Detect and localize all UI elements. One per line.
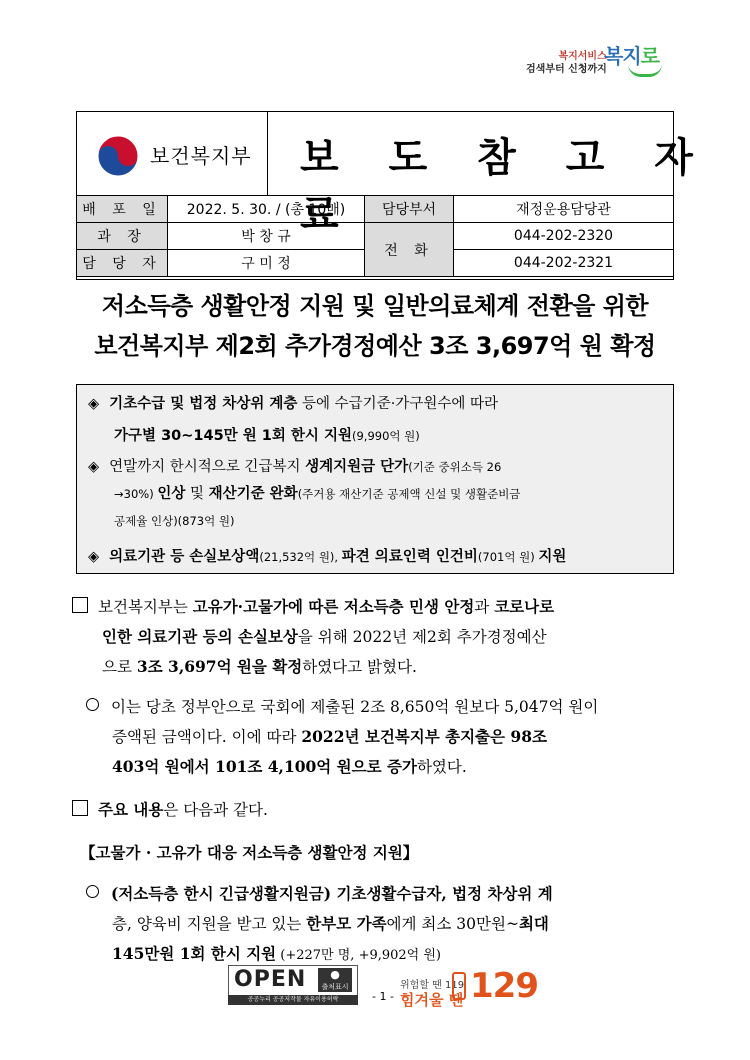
circle-bullet-icon [86,885,99,898]
summary-2-i: 공제율 인상)(873억 원) [114,514,235,528]
kogl-badge-text: 출처표시 [321,983,349,991]
bokjiro-logo-a: 복지 [604,44,641,68]
p4-text: 층, 양육비 지원을 받고 있는 [112,915,307,933]
summary-1-b: 등에 수급기준·가구원수에 따라 [297,396,498,412]
kogl-attribution-badge [318,968,352,992]
p2-text: 증액된 금액이다. 이에 따라 [112,728,302,746]
hotline-119-text: 위험할 땐 119 [400,980,465,991]
paragraph-4 [86,879,680,971]
summary-3-c: 파견 의료인력 인건비 [341,549,478,565]
p1-text: 을 위해 2022년 제2회 추가경정예산 [297,628,547,646]
p1-text: 하였다고 밝혔다. [302,658,417,676]
p1-bold: 고유가·고물가에 따른 저소득층 민생 안정 [192,597,475,616]
officer-value: 구 미 정 [168,250,365,277]
bokjiro-logo-b: 로 [640,44,659,68]
paragraph-1 [72,592,680,682]
brand-tagline-line1: 복지서비스 [558,51,607,62]
diamond-bullet-icon: ◈ [88,396,100,412]
brand-tagline [526,50,607,76]
summary-2-e: 인상 [157,486,186,502]
square-bullet-icon [72,597,88,613]
p1-text: 과 [474,598,495,616]
summary-2-b: 생계지원금 단가 [305,459,409,475]
diamond-bullet-icon: ◈ [88,459,100,475]
doc-type-title: 보 도 참 고 자 료 [300,134,711,238]
ministry-name: 보건복지부 [150,144,252,168]
summary-1-c: 가구별 30∼145만 원 1회 한시 지원 [114,428,352,444]
p4-bold: 145만원 1회 한시 지원 [112,944,277,963]
hotline-129-number: 129 [470,966,538,1006]
summary-1-d: (9,990억 원) [352,429,420,443]
summary-2-f: 및 [185,486,209,502]
chief-value: 박 창 규 [168,223,365,250]
kogl-license-bar: 공공누리 공공저작물 자유이용허락 [228,995,358,1005]
summary-3-b: (21,532억 원), [259,550,342,564]
summary-item-3 [88,546,668,569]
dept-value: 재정운용담당관 [454,196,674,223]
chief-label: 과 장 [77,223,168,250]
p1-text: 으로 [102,658,137,676]
hotline-129-text: 힘겨울 땐 [400,991,464,1009]
p3-bold: 주요 내용 [98,800,164,819]
phone-icon [452,972,466,1000]
summary-3-d: (701억 원) [477,550,539,564]
headline-line1: 저소득층 생활안정 지원 및 일반의료체계 전환을 위한 [101,292,649,320]
p2-bold: 403억 원에서 101조 4,100억 원으로 증가 [112,757,417,776]
info-table [76,195,674,277]
person-icon: ● [330,968,340,981]
phone2-value: 044-202-2321 [454,250,674,277]
circle-bullet-icon [86,698,99,711]
taegeuk-icon [96,134,140,178]
p1-text: 보건복지부는 [98,598,193,616]
summary-2-c: (기준 중위소득 26 [408,460,502,474]
summary-2-d: →30%) [114,487,158,501]
p4-text: (+227만 명, +9,902억 원) [276,948,441,963]
summary-3-a: 의료기관 등 손실보상액 [109,549,260,565]
date-value: 2022. 5. 30. / (총 10매) [168,196,365,223]
phone1-value: 044-202-2320 [454,223,674,250]
officer-label: 담 당 자 [77,250,168,277]
date-label: 배 포 일 [77,196,168,223]
p2-bold: 2022년 보건복지부 총지출은 98조 [301,727,547,746]
bokjiro-smile-icon [628,64,662,77]
headline-line2: 보건복지부 제2회 추가경정예산 3조 3,697억 원 확정 [94,332,656,360]
dept-label: 담당부서 [365,196,454,223]
p1-bold: 코로나로 [494,597,555,616]
paragraph-3 [72,795,680,825]
summary-2-h: (주거용 재산기준 공제액 신설 및 생활준비금 [297,487,521,501]
summary-item-1 [88,393,668,448]
page-number: - 1 - [372,990,394,1003]
p4-bold: 한부모 가족 [306,914,387,933]
p3-text: 은 다음과 같다. [163,801,268,819]
square-bullet-icon [72,800,88,816]
section-heading: 【고물가 · 고유가 대응 저소득층 생활안정 지원】 [80,843,419,862]
phone-label: 전 화 [365,223,454,277]
p4-text: 에게 최소 30만원~ [386,915,519,933]
summary-item-2 [88,456,668,533]
p1-bold: 3조 3,697억 원을 확정 [136,657,303,676]
p1-bold: 인한 의료기관 등의 손실보상 [102,627,298,646]
paragraph-2 [86,692,680,782]
summary-2-a: 연말까지 한시적으로 긴급복지 [109,459,306,475]
summary-1-a: 기초수급 및 법정 차상위 계층 [109,396,298,412]
p4-bold: (저소득층 한시 긴급생활지원금) 기초생활수급자, 법정 차상위 계 [111,884,553,903]
p4-bold: 최대 [518,914,549,933]
summary-2-g: 재산기준 완화 [208,486,298,502]
p2-text: 이는 당초 정부안으로 국회에 제출된 2조 8,650억 원보다 5,047억 원이 [111,698,599,716]
diamond-bullet-icon: ◈ [88,549,100,565]
headline [40,286,710,366]
p2-text: 하였다. [416,758,467,776]
kogl-open-text: OPEN [234,967,307,992]
summary-3-e: 지원 [538,549,567,565]
brand-tagline-line2: 검색부터 신청까지 [526,64,607,75]
